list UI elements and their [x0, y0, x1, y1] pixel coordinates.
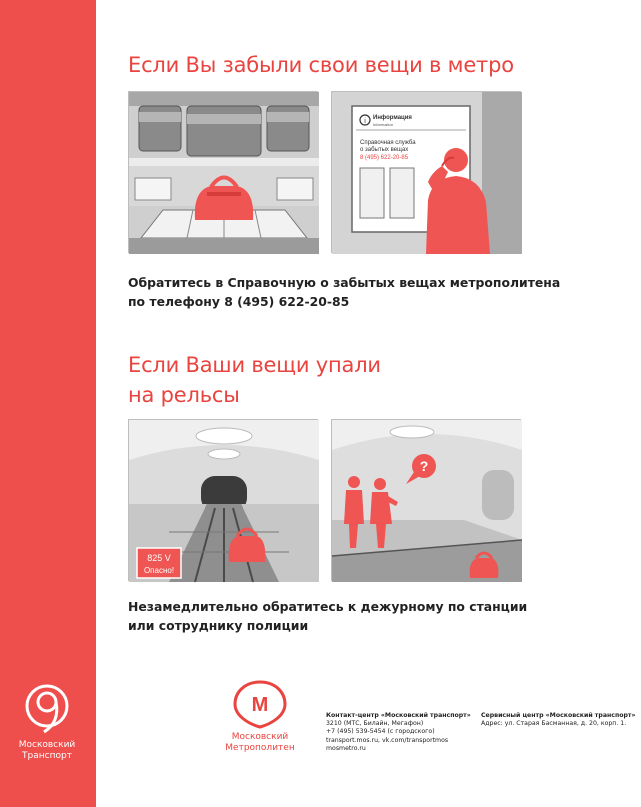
voltage-warning-sign	[137, 548, 181, 578]
contact-websites: transport.mos.ru, vk.com/transportmos	[326, 736, 449, 744]
transport-knot-icon	[12, 682, 82, 736]
track-scene	[129, 420, 319, 582]
warning-danger: Опасно!	[143, 566, 175, 575]
metro-letter: М	[251, 694, 269, 716]
contact-metro-site: mosmetro.ru	[326, 744, 366, 752]
service-center-info	[481, 712, 641, 728]
warning-voltage: 825 V	[147, 553, 171, 563]
caption-forgot-items: Обратитесь в Справочную о забытых вещах метрополитена по телефону 8 (495) 622-20-85	[128, 275, 561, 309]
service-center-title: Сервисный центр «Московский транспорт»	[481, 712, 636, 719]
moscow-metro-logo	[225, 680, 295, 754]
contact-short-number: 3210 (МТС, Билайн, Мегафон)	[326, 720, 424, 728]
metro-logo-caption: Московский Метрополитен	[225, 732, 295, 753]
info-board-title: Информация	[373, 115, 412, 121]
contact-center-title: Контакт-центр «Московский транспорт»	[326, 712, 471, 719]
question-mark: ?	[419, 458, 429, 474]
metro-car-interior	[129, 92, 319, 254]
info-board-line-1: Справочная служба	[360, 140, 416, 146]
platform-scene	[332, 420, 522, 582]
contact-phone: +7 (495) 539-5454 (с городского)	[326, 728, 435, 736]
contact-center-info	[326, 712, 486, 753]
illustration-platform-staff	[331, 419, 521, 581]
caption-items-on-rails: Незамедлительно обратитесь к дежурному по станции или сотруднику полиции	[128, 599, 528, 633]
illustration-bag-on-seat	[128, 91, 318, 253]
info-board-scene	[332, 92, 522, 254]
illustration-bag-on-rails	[128, 419, 318, 581]
svg-text:i: i	[364, 118, 366, 125]
service-center-address: Адрес: ул. Старая Басманная, д. 20, корп. 1.	[481, 720, 627, 728]
info-board-phone: 8 (495) 622-20-85	[360, 155, 409, 161]
transport-logo-caption: Московский Транспорт	[18, 740, 76, 761]
illustration-info-board	[331, 91, 521, 253]
heading-forgot-items: Если Вы забыли свои вещи в метро	[128, 53, 514, 77]
poster	[96, 0, 636, 807]
moscow-transport-logo	[12, 682, 82, 762]
info-board-line-2: о забытых вещах	[360, 147, 409, 153]
info-board-subtitle: Information	[373, 122, 394, 127]
heading-items-on-rails: Если Ваши вещи упали на рельсы	[128, 353, 381, 407]
metro-m-icon	[225, 680, 295, 728]
